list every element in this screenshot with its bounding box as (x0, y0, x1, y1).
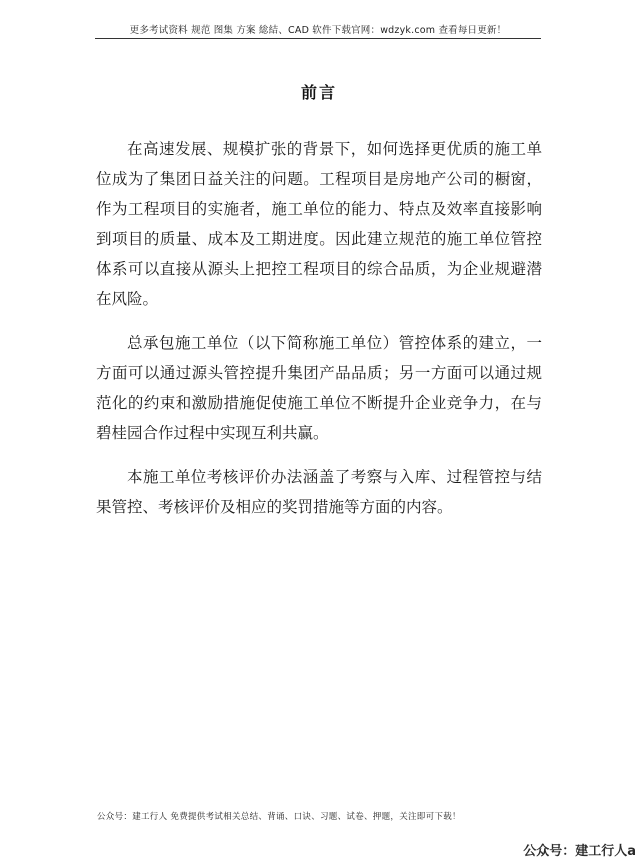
header-banner: 更多考试资料 规范 图集 方案 総結、CAD 软件下载官网：wdzyk.com 查看每日更新！ (129, 25, 507, 36)
header-divider (95, 38, 541, 39)
watermark-handle: 公众号：建工行人a (523, 844, 636, 859)
paragraph-1: 在高速发展、规模扩张的背景下，如何选择更优质的施工单位成为了集团日益关注的问题。工程项目是房地产公司的橱窗，作为工程项目的实施者，施工单位的能力、特点及效率直接影响到项目的质量、成本及工期进度。因此建立规范的施工单位管控体系可以直接从源头上把控工程项目的综合品质，为企业规避潜在风险。 (96, 140, 542, 308)
document-body (96, 134, 542, 536)
paragraph-2: 总承包施工单位（以下简称施工单位）管控体系的建立，一方面可以通过源头管控提升集团产品品质；另一方面可以通过规范化的约束和激励措施促使施工单位不断提升企业竞争力，在与碧桂园合作过程中实现互利共赢。 (96, 334, 542, 442)
footer-note: 公众号：建工行人 免费提供考试相关总结、背诵、口诀、习题、试卷、押题，关注即可下载！ (97, 812, 461, 822)
page-title: 前言 (300, 83, 337, 102)
paragraph-3: 本施工单位考核评价办法涵盖了考察与入库、过程管控与结果管控、考核评价及相应的奖罚措施等方面的内容。 (96, 468, 542, 516)
